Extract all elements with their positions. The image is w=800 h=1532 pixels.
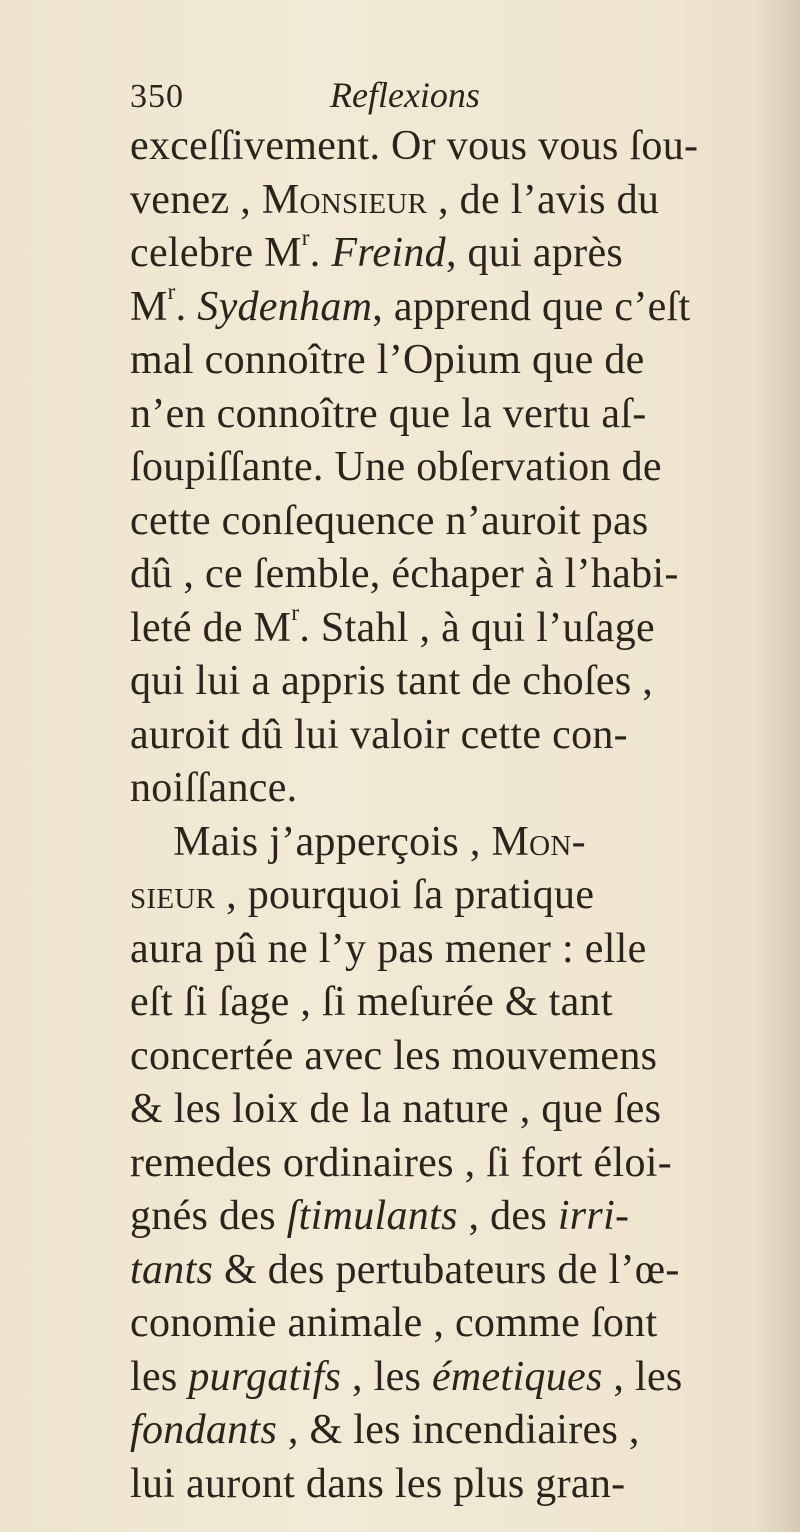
- text-line: [130, 1351, 790, 1405]
- text-line: [130, 1190, 790, 1244]
- text-line: [130, 816, 790, 870]
- text-segment: , les: [602, 1353, 683, 1400]
- text-segment: irri-: [557, 1193, 630, 1239]
- text-segment: & les loix de la nature , que ſes: [130, 1086, 662, 1132]
- text-segment: r: [301, 224, 310, 251]
- text-segment: mal connoître l’Opium que de: [130, 337, 645, 383]
- text-line: [130, 120, 790, 174]
- text-segment: , des: [457, 1193, 558, 1239]
- text-segment: celebre M: [130, 230, 302, 276]
- text-segment: .: [175, 283, 198, 330]
- text-segment: , & les incendiaires ,: [277, 1407, 640, 1453]
- text-line: [130, 1458, 790, 1512]
- text-segment: gnés des: [130, 1193, 287, 1239]
- running-title: Reflexions: [330, 75, 480, 115]
- text-segment: r: [291, 598, 300, 625]
- text-line: [130, 1244, 790, 1298]
- text-segment: aura pû ne l’y pas mener : elle: [130, 925, 647, 972]
- text-line: [130, 598, 790, 656]
- text-segment: conomie animale , comme ſont: [130, 1300, 658, 1346]
- text-segment: eſt ſi ſage , ſi meſurée & tant: [130, 979, 613, 1025]
- text-segment: auroit dû lui valoir cette con-: [130, 711, 628, 758]
- text-line: [130, 709, 790, 763]
- body-text: [130, 120, 790, 1511]
- text-line: [130, 388, 790, 442]
- text-segment: , pourquoi ſa pratique: [215, 872, 595, 918]
- text-segment: leté de M: [130, 604, 292, 651]
- page-number: 350: [130, 78, 184, 115]
- text-segment: Sydenham: [197, 283, 373, 330]
- text-segment: n’en connoître que la vertu aſ-: [130, 390, 647, 437]
- text-line: [130, 1030, 790, 1084]
- text-segment: exceſſivement. Or vous vous ſou-: [130, 123, 699, 169]
- text-segment: , qui après: [445, 230, 624, 276]
- text-segment: ſtimulants: [286, 1193, 458, 1239]
- text-segment: Mais j’apperçois ,: [130, 818, 492, 865]
- text-segment: r: [167, 277, 176, 304]
- text-segment: . Stahl , à qui l’uſage: [299, 604, 655, 651]
- text-segment: cette conſequence n’auroit pas: [130, 497, 649, 544]
- text-segment: M: [130, 283, 168, 330]
- text-segment: noiſſance.: [130, 765, 298, 811]
- text-segment: Mon-: [491, 818, 586, 865]
- text-segment: les: [130, 1353, 189, 1400]
- text-segment: remedes ordinaires , ſi fort éloi-: [130, 1139, 673, 1186]
- text-line: [130, 495, 790, 549]
- text-line: [130, 1083, 790, 1137]
- text-segment: venez ,: [130, 176, 262, 223]
- text-segment: qui lui a appris tant de choſes ,: [130, 658, 654, 704]
- text-segment: & des pertubateurs de l’œ-: [213, 1246, 680, 1293]
- text-segment: , de l’avis du: [427, 176, 660, 223]
- text-line: [130, 277, 790, 335]
- text-line: [130, 1137, 790, 1191]
- text-line: [130, 655, 790, 709]
- text-segment: concertée avec les mouvemens: [130, 1032, 658, 1079]
- text-segment: .: [309, 230, 332, 276]
- text-segment: émetiques: [431, 1353, 603, 1400]
- text-line: [130, 1297, 790, 1351]
- text-segment: Monsieur: [261, 176, 428, 223]
- text-segment: , les: [341, 1353, 432, 1400]
- text-segment: Freind: [331, 230, 446, 276]
- text-segment: tants: [130, 1246, 214, 1293]
- text-line: [130, 976, 790, 1030]
- text-segment: dû , ce ſemble, échaper à l’habi-: [130, 551, 679, 597]
- text-segment: lui auront dans les plus gran-: [130, 1460, 626, 1507]
- text-line: [130, 224, 790, 281]
- text-segment: sieur: [130, 872, 216, 918]
- text-segment: fondants: [130, 1407, 278, 1453]
- text-line: [130, 441, 790, 495]
- text-line: [130, 869, 790, 923]
- text-line: [130, 923, 790, 977]
- text-line: [130, 1404, 790, 1458]
- text-line: [130, 762, 790, 816]
- text-line: [130, 548, 790, 602]
- text-segment: purgatifs: [188, 1353, 342, 1400]
- text-segment: , apprend que c’eſt: [372, 283, 691, 330]
- text-line: [130, 334, 790, 388]
- text-line: [130, 174, 790, 228]
- text-segment: ſoupiſſante. Une obſervation de: [130, 444, 662, 490]
